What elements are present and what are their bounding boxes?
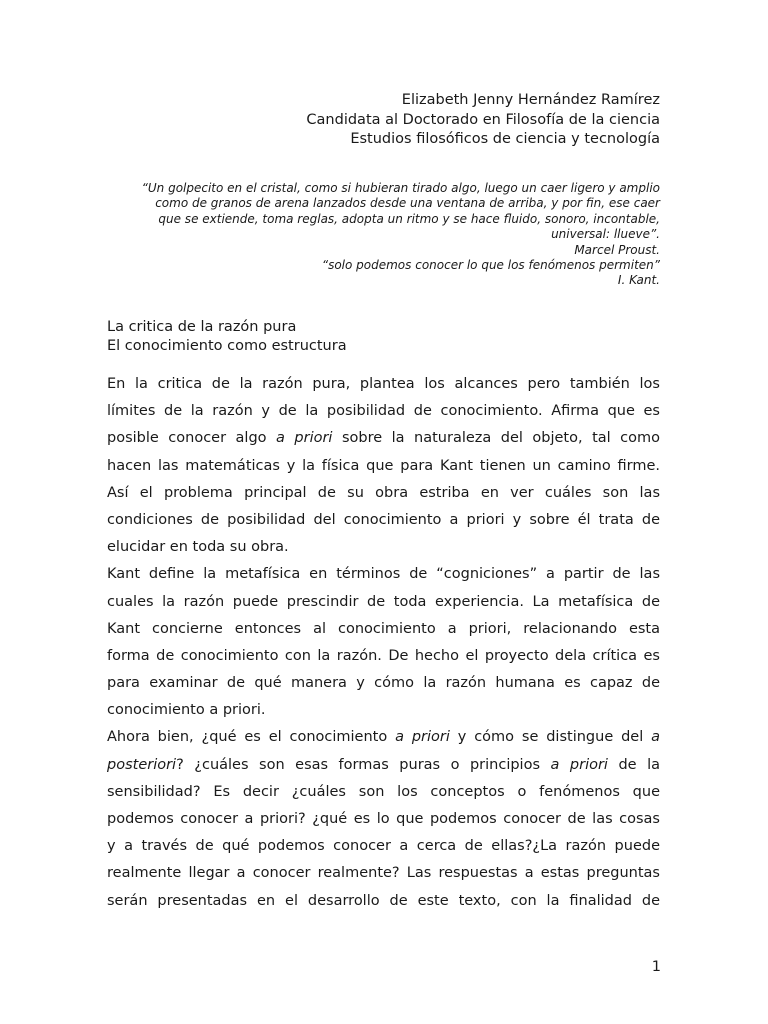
- page-number: 1: [651, 959, 661, 975]
- text-run: posible conocer algo: [107, 430, 277, 447]
- author-program: Estudios filosóficos de ciencia y tecnología: [350, 131, 660, 147]
- body-line: sensibilidad? Es decir ¿cuáles son los conceptos o fenómenos que: [107, 783, 660, 800]
- text-run: Ahora bien, ¿qué es el conocimiento: [107, 729, 396, 746]
- author-name: Elizabeth Jenny Hernández Ramírez: [401, 92, 660, 108]
- text-run: ? ¿cuáles son esas formas puras o principios: [176, 756, 551, 773]
- epigraph-line: como de granos de arena lanzados desde una ventana de arriba, y por fin, ese caer: [155, 196, 660, 211]
- emphasis-text: posteriori: [107, 756, 177, 773]
- body-line: [107, 752, 660, 779]
- body-line: En la critica de la razón pura, plantea los alcances pero también los: [107, 376, 660, 392]
- body-line: [107, 425, 660, 452]
- emphasis-text: a priori: [550, 756, 608, 773]
- epigraph-line: universal: llueve”.: [551, 227, 660, 242]
- epigraph-attribution: Marcel Proust.: [574, 242, 660, 257]
- body-line: cuales la razón puede prescindir de toda experiencia. La metafísica de: [107, 593, 660, 610]
- body-text: [107, 371, 660, 915]
- text-run: de la: [607, 756, 661, 773]
- section-title: La critica de la razón pura: [107, 319, 297, 335]
- body-line: serán presentadas en el desarrollo de este texto, con la finalidad de: [107, 892, 660, 909]
- body-line: y a través de qué podemos conocer a cerca de ellas?¿La razón puede: [107, 838, 660, 855]
- emphasis-text: a priori: [276, 430, 333, 447]
- body-line: condiciones de posibilidad del conocimiento a priori y sobre él trata de: [107, 511, 660, 528]
- body-line: realmente llegar a conocer realmente? Las respuestas a estas preguntas: [107, 865, 660, 882]
- emphasis-text: a: [651, 729, 660, 746]
- body-line: [107, 724, 660, 751]
- body-line: Kant concierne entonces al conocimiento a priori, relacionando esta: [107, 620, 660, 637]
- body-line: para examinar de qué manera y cómo la razón humana es capaz de: [107, 675, 660, 692]
- body-line: límites de la razón y de la posibilidad de conocimiento. Afirma que es: [107, 403, 660, 420]
- author-role: Candidata al Doctorado en Filosofía de la ciencia: [306, 111, 660, 128]
- body-line: forma de conocimiento con la razón. De hecho el proyecto dela crítica es: [107, 647, 660, 664]
- text-run: sobre la naturaleza del objeto, tal como: [332, 430, 661, 447]
- body-line: hacen las matemáticas y la física que para Kant tienen un camino firme.: [107, 457, 660, 474]
- body-line: conocimiento a priori.: [107, 702, 266, 719]
- text-run: y cómo se distingue del: [449, 729, 652, 746]
- body-line: podemos conocer a priori? ¿qué es lo que podemos conocer de las cosas: [107, 811, 660, 827]
- section-subtitle: El conocimiento como estructura: [107, 338, 347, 354]
- emphasis-text: a priori: [395, 729, 450, 746]
- body-line: Así el problema principal de su obra estriba en ver cuáles son las: [107, 484, 660, 501]
- epigraph-line: “solo podemos conocer lo que los fenómenos permiten”: [321, 258, 660, 273]
- epigraph-line: “Un golpecito en el cristal, como si hubieran tirado algo, luego un caer ligero y amplio: [141, 181, 660, 195]
- epigraph: [100, 181, 660, 289]
- body-line: elucidar en toda su obra.: [107, 539, 289, 556]
- epigraph-line: que se extiende, toma reglas, adopta un ritmo y se hace fluido, sonoro, incontable,: [158, 211, 660, 226]
- epigraph-attribution: I. Kant.: [617, 273, 660, 288]
- author-block: [306, 91, 660, 150]
- body-line: Kant define la metafísica en términos de “cogniciones” a partir de las: [107, 566, 660, 583]
- section-headings: [107, 318, 347, 356]
